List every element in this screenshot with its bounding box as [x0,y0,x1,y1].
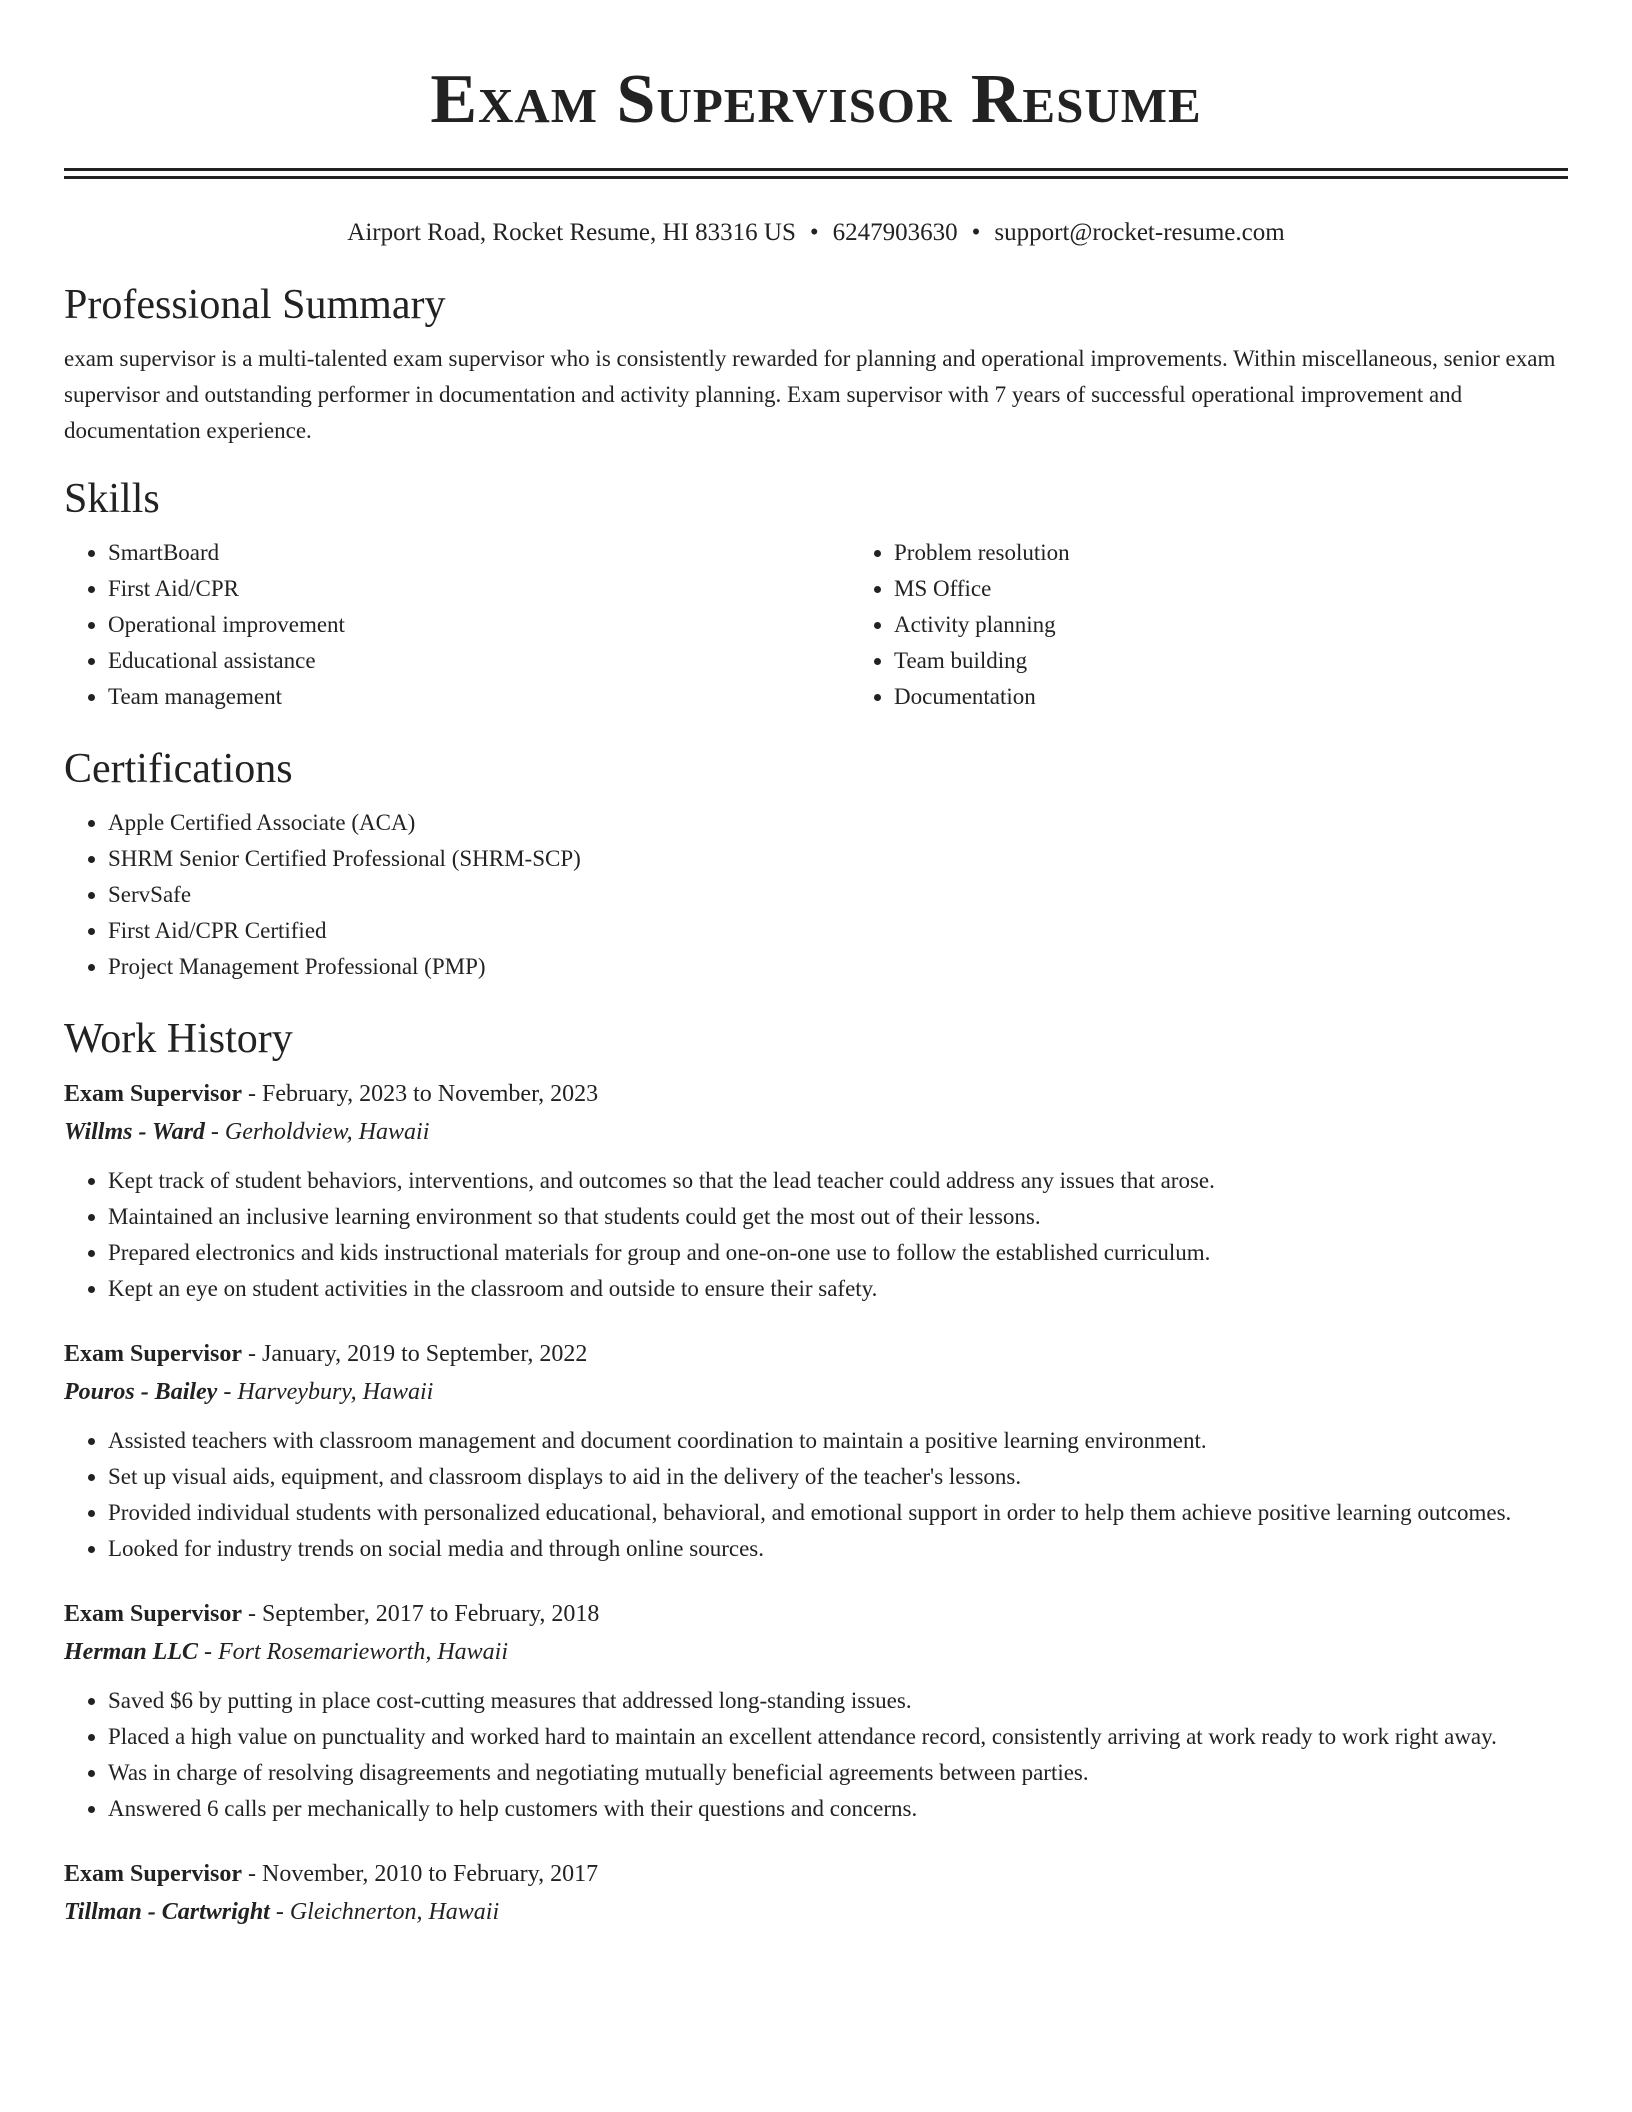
job-role: Exam Supervisor [64,1601,243,1627]
skill-item: • Team management [108,679,850,715]
job-entry [64,1335,1568,1567]
summary-section [64,277,1568,449]
title-divider [64,168,1568,179]
job-employer: Herman LLC - Fort Rosemarieworth, Hawaii [64,1639,509,1665]
work-history-heading: Work History [64,1016,293,1062]
job-duties [64,1423,1568,1567]
job-dates: January, 2019 to September, 2022 [262,1341,588,1367]
skills-columns [64,535,1568,715]
skill-item: • First Aid/CPR [108,571,850,607]
job-dates: February, 2023 to November, 2023 [262,1081,599,1107]
skill-item: • MS Office [894,571,1070,607]
job-header: Exam Supervisor - January, 2019 to September, 2022 [64,1341,588,1367]
contact-line [64,215,1568,251]
contact-phone: 6247903630 [832,219,958,246]
job-role: Exam Supervisor [64,1341,243,1367]
job-duty: • Kept track of student behaviors, interventions, and outcomes so that the lead teacher could address any issues that arose. [108,1163,1568,1199]
job-duty: • Assisted teachers with classroom management and document coordination to maintain a positive learning environment. [108,1423,1568,1459]
job-header: Exam Supervisor - November, 2010 to February, 2017 [64,1861,599,1887]
certification-item: • Project Management Professional (PMP) [108,949,1568,985]
skills-list-left [64,535,850,715]
job-role: Exam Supervisor [64,1081,243,1107]
summary-text: exam supervisor is a multi-talented exam supervisor who is consistently rewarded for planning and operational improvements. Within miscellaneous, senior exam supervisor and outstanding performer in documentation and activity planning. Exam supervisor with 7 years of successful operational improvement and documentation experience. [64,346,1556,443]
job-dates: September, 2017 to February, 2018 [262,1601,600,1627]
certifications-heading: Certifications [64,746,293,792]
skill-item: • Educational assistance [108,643,850,679]
job-company: Willms - Ward [64,1119,205,1145]
job-duties [64,1683,1568,1827]
job-location: Harveybury, Hawaii [237,1379,434,1405]
job-employer: Willms - Ward - Gerholdview, Hawaii [64,1119,430,1145]
job-entry [64,1075,1568,1307]
job-duty: • Looked for industry trends on social media and through online sources. [108,1531,1568,1567]
job-location: Gerholdview, Hawaii [224,1119,430,1145]
job-duty: • Was in charge of resolving disagreements and negotiating mutually beneficial agreements between parties. [108,1755,1568,1791]
job-duty: • Answered 6 calls per mechanically to help customers with their questions and concerns. [108,1791,1568,1827]
job-duty: • Saved $6 by putting in place cost-cutting measures that addressed long-standing issues. [108,1683,1568,1719]
job-employer: Pouros - Bailey - Harveybury, Hawaii [64,1379,434,1405]
job-duty: • Kept an eye on student activities in the classroom and outside to ensure their safety. [108,1271,1568,1307]
contact-email: support@rocket-resume.com [994,219,1285,246]
skills-list-right [850,535,1070,715]
work-history-section [64,1011,1568,1931]
skill-item: • Team building [894,643,1070,679]
job-location: Fort Rosemarieworth, Hawaii [218,1639,509,1665]
certification-item: • First Aid/CPR Certified [108,913,1568,949]
resume-title: Exam Supervisor Resume [430,61,1202,138]
job-employer: Tillman - Cartwright - Gleichnerton, Hawaii [64,1899,500,1925]
contact-address: Airport Road, Rocket Resume, HI 83316 US [347,219,796,246]
skill-item: • Problem resolution [894,535,1070,571]
job-company: Tillman - Cartwright [64,1899,270,1925]
job-header: Exam Supervisor - February, 2023 to November, 2023 [64,1081,599,1107]
job-duty: • Placed a high value on punctuality and worked hard to maintain an excellent attendance record, consistently arriving at work ready to work right away. [108,1719,1568,1755]
job-company: Pouros - Bailey [64,1379,218,1405]
job-duties [64,1163,1568,1307]
job-duty: • Set up visual aids, equipment, and classroom displays to aid in the delivery of the teacher's lessons. [108,1459,1568,1495]
job-header: Exam Supervisor - September, 2017 to February, 2018 [64,1601,600,1627]
contact-separator: • [971,219,981,246]
summary-heading: Professional Summary [64,282,446,328]
job-role: Exam Supervisor [64,1861,243,1887]
job-duty: • Maintained an inclusive learning environment so that students could get the most out of their lessons. [108,1199,1568,1235]
job-location: Gleichnerton, Hawaii [289,1899,500,1925]
job-duty: • Prepared electronics and kids instructional materials for group and one-on-one use to follow the established curriculum. [108,1235,1568,1271]
certifications-section [64,741,1568,985]
job-company: Herman LLC [64,1639,199,1665]
skill-item: • SmartBoard [108,535,850,571]
skills-heading: Skills [64,476,160,522]
skills-section [64,471,1568,715]
certifications-list [64,805,1568,985]
job-dates: November, 2010 to February, 2017 [262,1861,599,1887]
contact-separator: • [809,219,819,246]
job-entry [64,1855,1568,1931]
job-duty: • Provided individual students with personalized educational, behavioral, and emotional support in order to help them achieve positive learning outcomes. [108,1495,1568,1531]
certification-item: • SHRM Senior Certified Professional (SHRM-SCP) [108,841,1568,877]
certification-item: • ServSafe [108,877,1568,913]
certification-item: • Apple Certified Associate (ACA) [108,805,1568,841]
skill-item: • Activity planning [894,607,1070,643]
job-entry [64,1595,1568,1827]
skill-item: • Operational improvement [108,607,850,643]
skill-item: • Documentation [894,679,1070,715]
